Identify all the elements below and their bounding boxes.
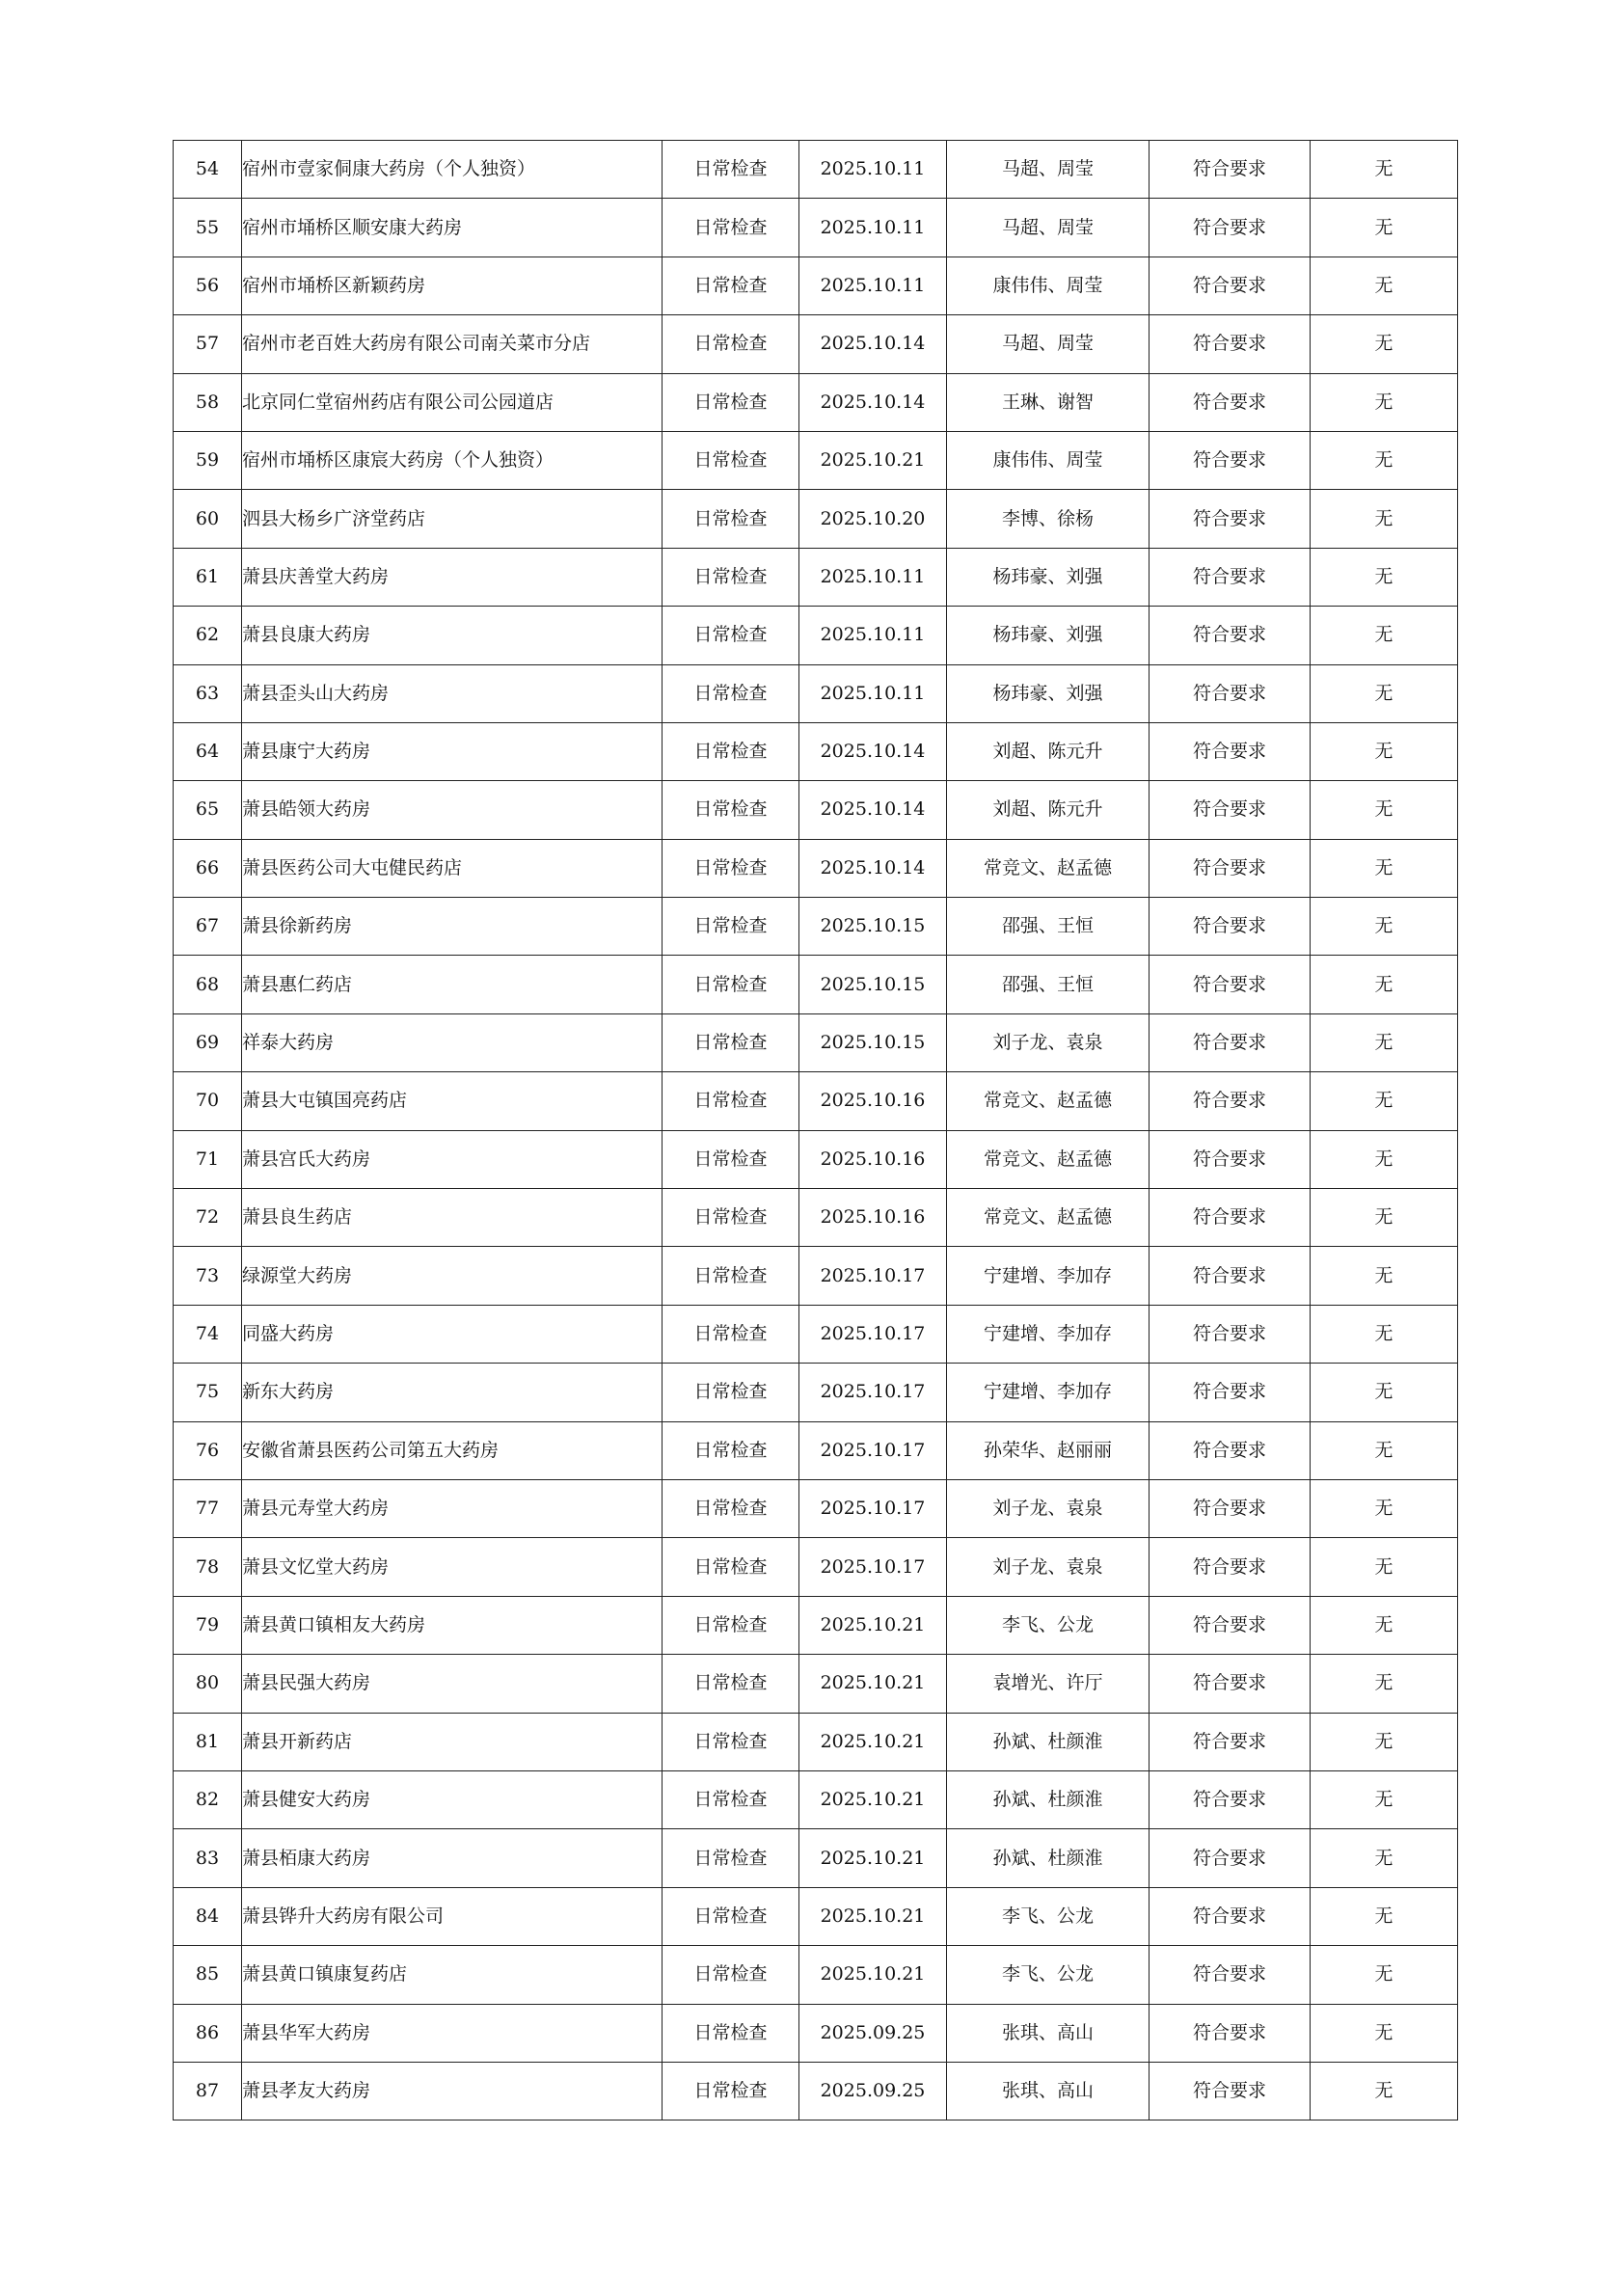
remark-cell: 无 <box>1311 839 1458 897</box>
pharmacy-name-cell: 萧县皓领大药房 <box>242 781 663 839</box>
table-row <box>174 1305 1458 1363</box>
inspectors-cell: 李飞、公龙 <box>947 1887 1150 1945</box>
inspection-date-cell: 2025.10.11 <box>799 664 947 722</box>
inspectors-cell: 康伟伟、周莹 <box>947 431 1150 489</box>
row-number-cell: 83 <box>174 1829 242 1887</box>
row-number-cell: 73 <box>174 1247 242 1305</box>
table-row <box>174 1189 1458 1247</box>
inspectors-cell: 李博、徐杨 <box>947 490 1150 548</box>
table-row <box>174 490 1458 548</box>
inspection-date-cell: 2025.10.17 <box>799 1305 947 1363</box>
inspection-result-cell: 符合要求 <box>1150 1130 1311 1188</box>
inspectors-cell: 杨玮豪、刘强 <box>947 664 1150 722</box>
table-row <box>174 1770 1458 1828</box>
row-number-cell: 58 <box>174 373 242 431</box>
table-row <box>174 1946 1458 2004</box>
row-number-cell: 65 <box>174 781 242 839</box>
pharmacy-name-cell: 萧县元寿堂大药房 <box>242 1479 663 1537</box>
inspection-date-cell: 2025.10.16 <box>799 1072 947 1130</box>
inspection-result-cell: 符合要求 <box>1150 199 1311 257</box>
pharmacy-name-cell: 宿州市壹家侗康大药房（个人独资） <box>242 141 663 199</box>
inspection-type-cell: 日常检查 <box>663 257 799 314</box>
remark-cell: 无 <box>1311 1596 1458 1654</box>
table-row <box>174 315 1458 373</box>
row-number-cell: 62 <box>174 607 242 664</box>
inspection-type-cell: 日常检查 <box>663 2004 799 2062</box>
inspection-type-cell: 日常检查 <box>663 1364 799 1421</box>
inspection-result-cell: 符合要求 <box>1150 1655 1311 1713</box>
inspection-result-cell: 符合要求 <box>1150 257 1311 314</box>
inspection-type-cell: 日常检查 <box>663 956 799 1013</box>
table-row <box>174 1479 1458 1537</box>
row-number-cell: 57 <box>174 315 242 373</box>
table-row <box>174 1829 1458 1887</box>
table-row <box>174 1072 1458 1130</box>
row-number-cell: 55 <box>174 199 242 257</box>
pharmacy-name-cell: 宿州市埇桥区新颖药房 <box>242 257 663 314</box>
pharmacy-name-cell: 萧县医药公司大屯健民药店 <box>242 839 663 897</box>
row-number-cell: 60 <box>174 490 242 548</box>
inspection-type-cell: 日常检查 <box>663 1770 799 1828</box>
inspection-type-cell: 日常检查 <box>663 548 799 606</box>
row-number-cell: 67 <box>174 898 242 956</box>
remark-cell: 无 <box>1311 141 1458 199</box>
remark-cell: 无 <box>1311 2062 1458 2120</box>
inspection-date-cell: 2025.09.25 <box>799 2004 947 2062</box>
remark-cell: 无 <box>1311 1247 1458 1305</box>
row-number-cell: 56 <box>174 257 242 314</box>
remark-cell: 无 <box>1311 1713 1458 1770</box>
pharmacy-name-cell: 萧县铧升大药房有限公司 <box>242 1887 663 1945</box>
row-number-cell: 66 <box>174 839 242 897</box>
inspection-date-cell: 2025.10.17 <box>799 1479 947 1537</box>
inspection-result-cell: 符合要求 <box>1150 1247 1311 1305</box>
pharmacy-name-cell: 萧县惠仁药店 <box>242 956 663 1013</box>
inspectors-cell: 宁建增、李加存 <box>947 1305 1150 1363</box>
inspection-type-cell: 日常检查 <box>663 199 799 257</box>
pharmacy-name-cell: 萧县康宁大药房 <box>242 722 663 780</box>
row-number-cell: 68 <box>174 956 242 1013</box>
inspection-type-cell: 日常检查 <box>663 1189 799 1247</box>
inspection-type-cell: 日常检查 <box>663 1072 799 1130</box>
inspection-result-cell: 符合要求 <box>1150 2062 1311 2120</box>
pharmacy-name-cell: 萧县良生药店 <box>242 1189 663 1247</box>
inspection-type-cell: 日常检查 <box>663 1538 799 1596</box>
table-row <box>174 257 1458 314</box>
row-number-cell: 72 <box>174 1189 242 1247</box>
inspectors-cell: 刘子龙、袁泉 <box>947 1013 1150 1071</box>
remark-cell: 无 <box>1311 373 1458 431</box>
inspection-result-cell: 符合要求 <box>1150 1596 1311 1654</box>
remark-cell: 无 <box>1311 607 1458 664</box>
row-number-cell: 78 <box>174 1538 242 1596</box>
inspection-date-cell: 2025.10.14 <box>799 722 947 780</box>
inspectors-cell: 马超、周莹 <box>947 141 1150 199</box>
inspection-result-cell: 符合要求 <box>1150 781 1311 839</box>
pharmacy-name-cell: 同盛大药房 <box>242 1305 663 1363</box>
row-number-cell: 86 <box>174 2004 242 2062</box>
row-number-cell: 79 <box>174 1596 242 1654</box>
inspection-result-cell: 符合要求 <box>1150 373 1311 431</box>
inspection-result-cell: 符合要求 <box>1150 1770 1311 1828</box>
table-body <box>174 141 1458 2120</box>
inspection-type-cell: 日常检查 <box>663 1130 799 1188</box>
row-number-cell: 77 <box>174 1479 242 1537</box>
inspection-type-cell: 日常检查 <box>663 839 799 897</box>
inspection-type-cell: 日常检查 <box>663 2062 799 2120</box>
inspection-result-cell: 符合要求 <box>1150 664 1311 722</box>
inspection-date-cell: 2025.10.16 <box>799 1130 947 1188</box>
remark-cell: 无 <box>1311 315 1458 373</box>
inspection-type-cell: 日常检查 <box>663 1655 799 1713</box>
table-row <box>174 1655 1458 1713</box>
table-row <box>174 373 1458 431</box>
inspectors-cell: 王琳、谢智 <box>947 373 1150 431</box>
inspection-result-cell: 符合要求 <box>1150 839 1311 897</box>
remark-cell: 无 <box>1311 1538 1458 1596</box>
table-row <box>174 1713 1458 1770</box>
pharmacy-name-cell: 宿州市老百姓大药房有限公司南关菜市分店 <box>242 315 663 373</box>
row-number-cell: 64 <box>174 722 242 780</box>
pharmacy-name-cell: 安徽省萧县医药公司第五大药房 <box>242 1421 663 1479</box>
inspection-type-cell: 日常检查 <box>663 722 799 780</box>
table-row <box>174 2062 1458 2120</box>
remark-cell: 无 <box>1311 898 1458 956</box>
inspection-date-cell: 2025.10.15 <box>799 898 947 956</box>
inspection-date-cell: 2025.10.15 <box>799 1013 947 1071</box>
inspection-type-cell: 日常检查 <box>663 315 799 373</box>
table-row <box>174 1247 1458 1305</box>
inspection-date-cell: 2025.10.21 <box>799 1829 947 1887</box>
inspectors-cell: 刘子龙、袁泉 <box>947 1479 1150 1537</box>
remark-cell: 无 <box>1311 490 1458 548</box>
row-number-cell: 80 <box>174 1655 242 1713</box>
inspection-type-cell: 日常检查 <box>663 1479 799 1537</box>
inspection-date-cell: 2025.10.21 <box>799 1887 947 1945</box>
inspectors-cell: 孙斌、杜颜淮 <box>947 1829 1150 1887</box>
remark-cell: 无 <box>1311 1946 1458 2004</box>
inspection-type-cell: 日常检查 <box>663 1305 799 1363</box>
inspection-type-cell: 日常检查 <box>663 1887 799 1945</box>
inspection-date-cell: 2025.10.20 <box>799 490 947 548</box>
remark-cell: 无 <box>1311 548 1458 606</box>
inspection-date-cell: 2025.10.21 <box>799 1655 947 1713</box>
row-number-cell: 85 <box>174 1946 242 2004</box>
inspectors-cell: 孙荣华、赵丽丽 <box>947 1421 1150 1479</box>
pharmacy-name-cell: 绿源堂大药房 <box>242 1247 663 1305</box>
inspection-type-cell: 日常检查 <box>663 141 799 199</box>
inspection-type-cell: 日常检查 <box>663 1596 799 1654</box>
inspection-date-cell: 2025.10.11 <box>799 548 947 606</box>
row-number-cell: 81 <box>174 1713 242 1770</box>
table-row <box>174 1364 1458 1421</box>
table-row <box>174 1421 1458 1479</box>
inspection-type-cell: 日常检查 <box>663 431 799 489</box>
inspection-result-cell: 符合要求 <box>1150 607 1311 664</box>
inspectors-cell: 常竞文、赵孟德 <box>947 1189 1150 1247</box>
pharmacy-name-cell: 萧县孝友大药房 <box>242 2062 663 2120</box>
inspectors-cell: 李飞、公龙 <box>947 1946 1150 2004</box>
inspection-result-cell: 符合要求 <box>1150 1887 1311 1945</box>
pharmacy-name-cell: 萧县黄口镇康复药店 <box>242 1946 663 2004</box>
table-row <box>174 607 1458 664</box>
remark-cell: 无 <box>1311 664 1458 722</box>
inspection-result-cell: 符合要求 <box>1150 1538 1311 1596</box>
inspectors-cell: 袁增光、许厅 <box>947 1655 1150 1713</box>
inspectors-cell: 孙斌、杜颜淮 <box>947 1713 1150 1770</box>
inspection-date-cell: 2025.10.21 <box>799 1713 947 1770</box>
pharmacy-name-cell: 萧县开新药店 <box>242 1713 663 1770</box>
row-number-cell: 75 <box>174 1364 242 1421</box>
row-number-cell: 87 <box>174 2062 242 2120</box>
table-row <box>174 898 1458 956</box>
inspection-date-cell: 2025.10.14 <box>799 839 947 897</box>
inspection-result-cell: 符合要求 <box>1150 1479 1311 1537</box>
inspection-date-cell: 2025.10.17 <box>799 1247 947 1305</box>
inspectors-cell: 邵强、王恒 <box>947 898 1150 956</box>
row-number-cell: 82 <box>174 1770 242 1828</box>
remark-cell: 无 <box>1311 781 1458 839</box>
inspection-result-cell: 符合要求 <box>1150 431 1311 489</box>
table-row <box>174 141 1458 199</box>
table-row <box>174 664 1458 722</box>
row-number-cell: 74 <box>174 1305 242 1363</box>
inspection-type-cell: 日常检查 <box>663 490 799 548</box>
inspection-result-cell: 符合要求 <box>1150 1072 1311 1130</box>
inspectors-cell: 宁建增、李加存 <box>947 1364 1150 1421</box>
inspection-result-cell: 符合要求 <box>1150 722 1311 780</box>
inspectors-cell: 康伟伟、周莹 <box>947 257 1150 314</box>
inspectors-cell: 刘超、陈元升 <box>947 781 1150 839</box>
inspection-date-cell: 2025.10.17 <box>799 1538 947 1596</box>
remark-cell: 无 <box>1311 1072 1458 1130</box>
table-row <box>174 548 1458 606</box>
inspectors-cell: 张琪、高山 <box>947 2062 1150 2120</box>
inspection-result-cell: 符合要求 <box>1150 1829 1311 1887</box>
table-row <box>174 1887 1458 1945</box>
table-row <box>174 722 1458 780</box>
inspectors-cell: 张琪、高山 <box>947 2004 1150 2062</box>
inspection-result-cell: 符合要求 <box>1150 1713 1311 1770</box>
table-row <box>174 1538 1458 1596</box>
inspectors-cell: 杨玮豪、刘强 <box>947 548 1150 606</box>
inspection-result-cell: 符合要求 <box>1150 1364 1311 1421</box>
inspection-type-cell: 日常检查 <box>663 1013 799 1071</box>
inspection-date-cell: 2025.10.17 <box>799 1421 947 1479</box>
row-number-cell: 63 <box>174 664 242 722</box>
remark-cell: 无 <box>1311 1829 1458 1887</box>
pharmacy-name-cell: 萧县庆善堂大药房 <box>242 548 663 606</box>
remark-cell: 无 <box>1311 722 1458 780</box>
pharmacy-name-cell: 萧县徐新药房 <box>242 898 663 956</box>
inspection-type-cell: 日常检查 <box>663 1713 799 1770</box>
inspection-date-cell: 2025.10.15 <box>799 956 947 1013</box>
inspection-result-cell: 符合要求 <box>1150 141 1311 199</box>
inspectors-cell: 常竞文、赵孟德 <box>947 839 1150 897</box>
inspection-result-cell: 符合要求 <box>1150 1189 1311 1247</box>
inspectors-cell: 邵强、王恒 <box>947 956 1150 1013</box>
inspection-result-cell: 符合要求 <box>1150 2004 1311 2062</box>
row-number-cell: 70 <box>174 1072 242 1130</box>
remark-cell: 无 <box>1311 1364 1458 1421</box>
inspection-date-cell: 2025.10.14 <box>799 781 947 839</box>
inspection-result-cell: 符合要求 <box>1150 1305 1311 1363</box>
inspection-type-cell: 日常检查 <box>663 1829 799 1887</box>
remark-cell: 无 <box>1311 1013 1458 1071</box>
row-number-cell: 71 <box>174 1130 242 1188</box>
pharmacy-name-cell: 萧县黄口镇相友大药房 <box>242 1596 663 1654</box>
inspection-result-cell: 符合要求 <box>1150 898 1311 956</box>
inspectors-cell: 孙斌、杜颜淮 <box>947 1770 1150 1828</box>
row-number-cell: 61 <box>174 548 242 606</box>
inspection-date-cell: 2025.10.17 <box>799 1364 947 1421</box>
pharmacy-name-cell: 萧县华军大药房 <box>242 2004 663 2062</box>
inspectors-cell: 马超、周莹 <box>947 199 1150 257</box>
row-number-cell: 54 <box>174 141 242 199</box>
inspection-date-cell: 2025.10.14 <box>799 373 947 431</box>
remark-cell: 无 <box>1311 1655 1458 1713</box>
pharmacy-name-cell: 宿州市埇桥区康宸大药房（个人独资） <box>242 431 663 489</box>
inspection-result-cell: 符合要求 <box>1150 315 1311 373</box>
inspection-date-cell: 2025.10.11 <box>799 199 947 257</box>
remark-cell: 无 <box>1311 1479 1458 1537</box>
row-number-cell: 76 <box>174 1421 242 1479</box>
remark-cell: 无 <box>1311 1305 1458 1363</box>
inspection-date-cell: 2025.10.21 <box>799 1946 947 2004</box>
inspection-type-cell: 日常检查 <box>663 1946 799 2004</box>
pharmacy-name-cell: 萧县健安大药房 <box>242 1770 663 1828</box>
table-row <box>174 431 1458 489</box>
inspectors-cell: 刘子龙、袁泉 <box>947 1538 1150 1596</box>
inspection-result-cell: 符合要求 <box>1150 1946 1311 2004</box>
table-row <box>174 839 1458 897</box>
inspection-date-cell: 2025.10.11 <box>799 257 947 314</box>
inspection-result-cell: 符合要求 <box>1150 490 1311 548</box>
inspection-result-cell: 符合要求 <box>1150 548 1311 606</box>
remark-cell: 无 <box>1311 1189 1458 1247</box>
inspectors-cell: 刘超、陈元升 <box>947 722 1150 780</box>
remark-cell: 无 <box>1311 199 1458 257</box>
inspectors-cell: 李飞、公龙 <box>947 1596 1150 1654</box>
table-row <box>174 1013 1458 1071</box>
table-row <box>174 1596 1458 1654</box>
remark-cell: 无 <box>1311 257 1458 314</box>
table-row <box>174 1130 1458 1188</box>
inspection-result-cell: 符合要求 <box>1150 1421 1311 1479</box>
remark-cell: 无 <box>1311 1421 1458 1479</box>
inspectors-cell: 宁建增、李加存 <box>947 1247 1150 1305</box>
inspection-date-cell: 2025.10.11 <box>799 607 947 664</box>
pharmacy-name-cell: 宿州市埇桥区顺安康大药房 <box>242 199 663 257</box>
inspection-type-cell: 日常检查 <box>663 1421 799 1479</box>
pharmacy-name-cell: 萧县栢康大药房 <box>242 1829 663 1887</box>
inspectors-cell: 马超、周莹 <box>947 315 1150 373</box>
pharmacy-name-cell: 萧县良康大药房 <box>242 607 663 664</box>
inspection-date-cell: 2025.10.21 <box>799 431 947 489</box>
inspectors-cell: 杨玮豪、刘强 <box>947 607 1150 664</box>
pharmacy-name-cell: 北京同仁堂宿州药店有限公司公园道店 <box>242 373 663 431</box>
table-row <box>174 956 1458 1013</box>
inspection-result-cell: 符合要求 <box>1150 956 1311 1013</box>
table-row <box>174 199 1458 257</box>
inspection-date-cell: 2025.10.16 <box>799 1189 947 1247</box>
inspection-type-cell: 日常检查 <box>663 898 799 956</box>
inspection-result-cell: 符合要求 <box>1150 1013 1311 1071</box>
inspection-type-cell: 日常检查 <box>663 607 799 664</box>
remark-cell: 无 <box>1311 1887 1458 1945</box>
remark-cell: 无 <box>1311 431 1458 489</box>
table-row <box>174 781 1458 839</box>
inspection-date-cell: 2025.10.21 <box>799 1596 947 1654</box>
inspection-date-cell: 2025.09.25 <box>799 2062 947 2120</box>
inspection-date-cell: 2025.10.14 <box>799 315 947 373</box>
remark-cell: 无 <box>1311 2004 1458 2062</box>
pharmacy-name-cell: 萧县大屯镇国亮药店 <box>242 1072 663 1130</box>
inspectors-cell: 常竞文、赵孟德 <box>947 1072 1150 1130</box>
pharmacy-name-cell: 萧县宫氏大药房 <box>242 1130 663 1188</box>
remark-cell: 无 <box>1311 1770 1458 1828</box>
row-number-cell: 84 <box>174 1887 242 1945</box>
inspection-type-cell: 日常检查 <box>663 1247 799 1305</box>
inspection-type-cell: 日常检查 <box>663 781 799 839</box>
pharmacy-name-cell: 泗县大杨乡广济堂药店 <box>242 490 663 548</box>
inspection-table <box>173 140 1458 2120</box>
pharmacy-name-cell: 萧县民强大药房 <box>242 1655 663 1713</box>
table-row <box>174 2004 1458 2062</box>
remark-cell: 无 <box>1311 956 1458 1013</box>
row-number-cell: 69 <box>174 1013 242 1071</box>
remark-cell: 无 <box>1311 1130 1458 1188</box>
inspection-type-cell: 日常检查 <box>663 664 799 722</box>
inspectors-cell: 常竞文、赵孟德 <box>947 1130 1150 1188</box>
pharmacy-name-cell: 萧县文忆堂大药房 <box>242 1538 663 1596</box>
pharmacy-name-cell: 新东大药房 <box>242 1364 663 1421</box>
inspection-type-cell: 日常检查 <box>663 373 799 431</box>
inspection-date-cell: 2025.10.21 <box>799 1770 947 1828</box>
pharmacy-name-cell: 祥泰大药房 <box>242 1013 663 1071</box>
inspection-date-cell: 2025.10.11 <box>799 141 947 199</box>
pharmacy-name-cell: 萧县歪头山大药房 <box>242 664 663 722</box>
row-number-cell: 59 <box>174 431 242 489</box>
